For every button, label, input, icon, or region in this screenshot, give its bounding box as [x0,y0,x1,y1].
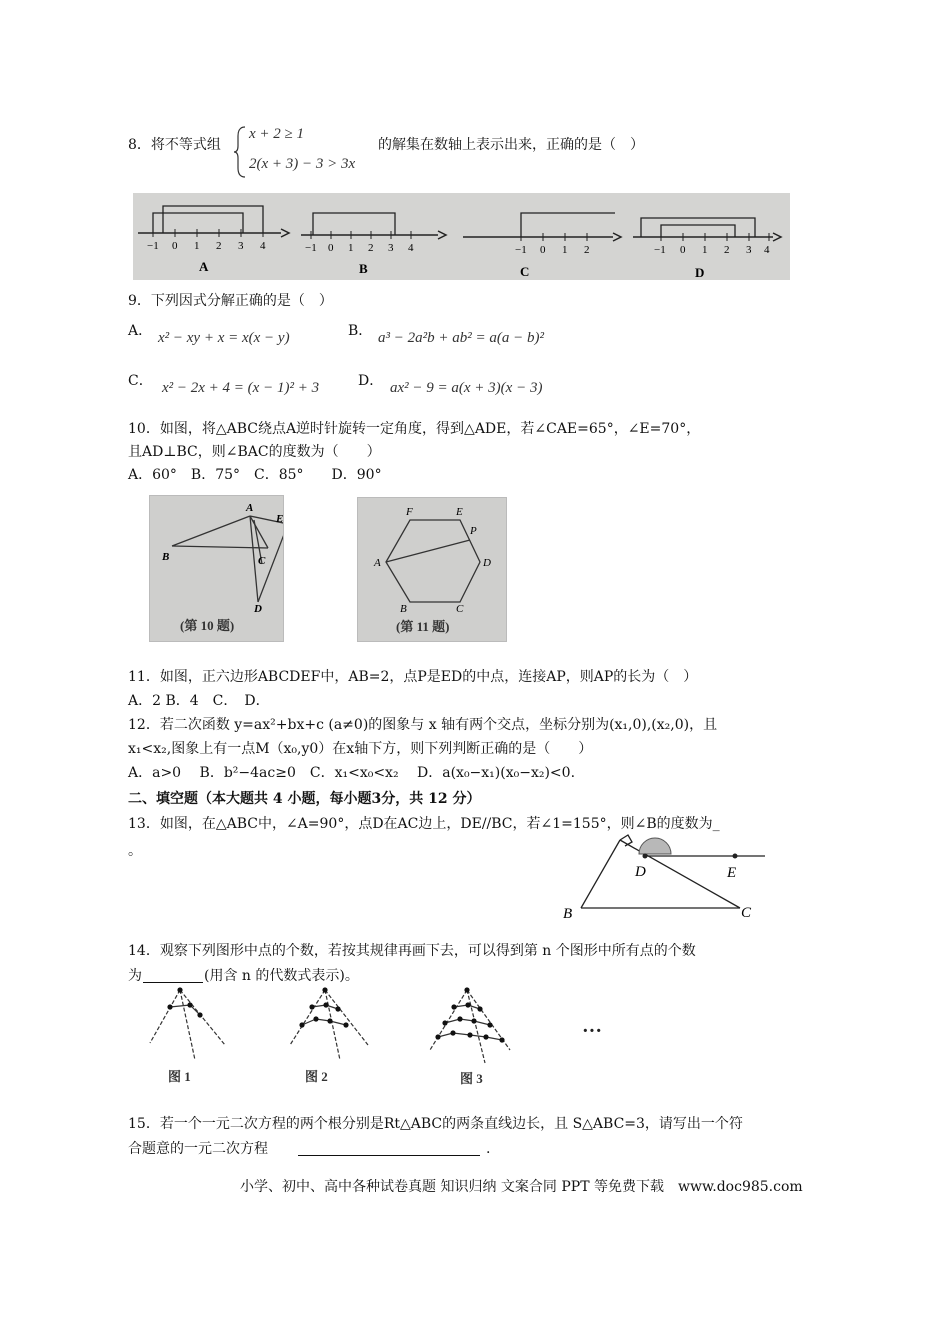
q14-fig-caption: 图 3 [460,1071,483,1086]
tick-label: 2 [216,240,222,252]
vertex-label: B [400,603,407,615]
q9-option-d: ax² − 9 = a(x + 3)(x − 3) [390,380,543,396]
q10-figure-svg [150,496,283,641]
q15-line-1: 15．若一个一元二次方程的两个根分别是Rt△ABC的两条直线边长，且 S△ABC=3，请写出一个符 [128,1116,743,1132]
q13-line-1: 13．如图，在△ABC中，∠A=90°，点D在AC边上，DE//BC，若∠1=155°，则∠B的度数为_ [128,816,720,832]
q11-fig-caption: (第 11 题) [396,619,450,634]
q14-figures [140,985,640,1090]
tick-label: 4 [764,244,770,256]
q9-option-a-label: A． [128,323,153,339]
section-2-title: 二、填空题（本大题共 4 小题，每小题3分，共 12 分） [128,791,481,807]
tick-label: 4 [408,242,414,254]
q8-inequality-2: 2(x + 3) − 3 > 3x [249,156,356,172]
vertex-label: B [563,906,573,922]
tick-label: 0 [680,244,686,256]
q10-line-1: 10．如图，将△ABC绕点A逆时针旋转一定角度，得到△ADE，若∠CAE=65°，∠E=70°， [128,421,701,437]
vertex-label: A [374,557,381,569]
tick-label: −1 [515,244,527,256]
tick-label: 2 [724,244,730,256]
q8-number-lines-figure [133,193,790,280]
vertex-label: C [741,905,752,921]
q11-figure-svg [358,498,506,641]
vertex-label: E [456,506,463,518]
q9-option-a: x² − xy + x = x(x − y) [158,330,290,346]
option-label-b: B [359,261,368,276]
tick-label: 0 [172,240,178,252]
tick-label: −1 [654,244,666,256]
option-label-c: C [520,264,530,279]
q10-fig-caption: (第 10 题) [180,618,235,633]
brace-icon [233,124,249,180]
q11-line-1: 11．如图，正六边形ABCDEF中，AB=2，点P是ED的中点，连接AP，则AP的长为（ ） [128,669,698,685]
option-label-d: D [695,265,705,280]
footer-text: 小学、初中、高中各种试卷真题 知识归纳 文案合同 PPT 等免费下载 www.doc985.com [240,1179,803,1195]
tick-label: 0 [540,244,546,256]
q9-stem: 9．下列因式分解正确的是（ ） [128,293,333,309]
q14-answer-blank[interactable] [143,982,203,983]
tick-label: 2 [368,242,374,254]
q14-line-2-prefix: 为 [128,968,142,984]
number-line-a [138,206,289,274]
vertex-label: D [635,864,646,880]
tick-label: 1 [348,242,354,254]
q14-fig-caption: 图 2 [305,1069,328,1084]
q10-options: A．60° B．75° C．85° D．90° [128,467,382,483]
q12-line-1: 12．若二次函数 y=ax²+bx+c (a≠0)的图象与 x 轴有两个交点，坐标分别为(x₁,0),(x₂,0)，且 [128,717,718,733]
q8-suffix: 的解集在数轴上表示出来，正确的是（ ） [378,137,644,153]
q8-prefix: 8．将不等式组 [128,137,221,153]
q8-inequality-1: x + 2 ≥ 1 [249,126,305,142]
tick-label: 0 [328,242,334,254]
q9-option-c: x² − 2x + 4 = (x − 1)² + 3 [162,380,320,396]
vertex-label: E [276,513,283,525]
vertex-label: P [470,525,477,537]
q11-figure [357,497,507,642]
tick-label: 4 [260,240,266,252]
tick-label: 3 [746,244,752,256]
tick-label: 2 [584,244,590,256]
q14-line-1: 14．观察下列图形中点的个数，若按其规律再画下去，可以得到第 n 个图形中所有点的个数 [128,943,696,959]
q13-figure [555,828,770,928]
q10-line-2: 且AD⊥BC，则∠BAC的度数为（ ） [128,444,381,460]
vertex-label: C [456,603,464,615]
q15-line-2-suffix: . [486,1141,491,1157]
q13-line-2: 。 [128,843,142,859]
tick-label: 3 [238,240,244,252]
q9-option-c-label: C． [128,373,153,389]
vertex-label: D [254,603,262,615]
vertex-label: C [258,555,266,567]
number-line-d [633,218,781,280]
vertex-label: F [406,506,413,518]
vertex-label: D [483,557,491,569]
tick-label: −1 [305,242,317,254]
option-label-a: A [199,259,209,274]
tick-label: 1 [562,244,568,256]
q9-option-b-label: B． [348,323,373,339]
q9-option-b: a³ − 2a²b + ab² = a(a − b)² [378,330,544,346]
number-line-c [463,213,621,279]
q11-options: A．2 B．4 C． D． [128,693,270,709]
q15-line-2-prefix: 合题意的一元二次方程 [128,1141,268,1157]
q14-fig-caption: 图 1 [168,1069,191,1084]
q9-option-d-label: D． [358,373,384,389]
q12-line-2: x₁<x₂,图象上有一点M（x₀,y0）在x轴下方，则下列判断正确的是（ ） [128,741,593,757]
q12-options: A．a>0 B．b²−4ac≥0 C．x₁<x₀<x₂ D．a(x₀−x₁)(x₀−x₂)<0. [128,765,576,781]
q10-figure [149,495,284,642]
q14-line-2-suffix: (用含 n 的代数式表示)。 [204,968,359,984]
vertex-label: B [162,551,170,563]
tick-label: 1 [702,244,708,256]
number-lines-svg [133,193,790,280]
tick-label: −1 [147,240,159,252]
q14-ellipsis: ··· [582,1020,603,1042]
q15-answer-blank[interactable] [298,1155,480,1156]
tick-label: 1 [194,240,200,252]
vertex-label: A [246,502,254,514]
vertex-label: E [727,865,737,881]
tick-label: 3 [388,242,394,254]
number-line-b [301,213,446,276]
